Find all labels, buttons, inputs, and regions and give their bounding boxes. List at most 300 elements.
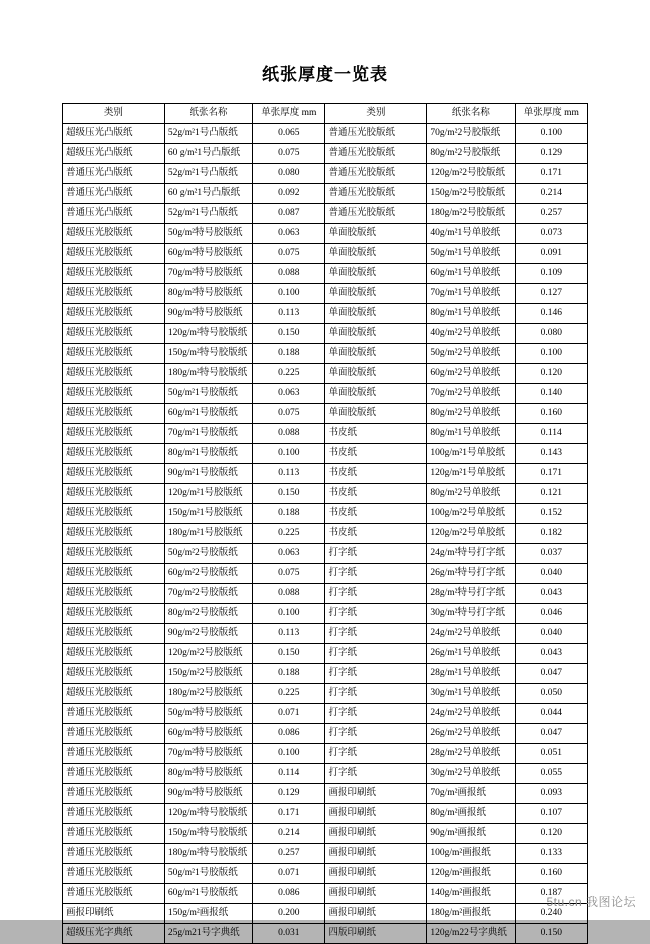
cell-name-left: 60g/m²2号胶版纸 bbox=[164, 564, 252, 584]
table-row bbox=[63, 844, 588, 864]
paper-thickness-table bbox=[62, 103, 588, 944]
cell-thickness-right: 0.073 bbox=[515, 224, 587, 244]
cell-thickness-left: 0.171 bbox=[253, 804, 325, 824]
cell-thickness-right: 0.140 bbox=[515, 384, 587, 404]
cell-thickness-left: 0.031 bbox=[253, 924, 325, 944]
cell-thickness-left: 0.088 bbox=[253, 264, 325, 284]
table-row bbox=[63, 124, 588, 144]
cell-category-left: 超级压光胶版纸 bbox=[63, 524, 165, 544]
cell-thickness-left: 0.065 bbox=[253, 124, 325, 144]
cell-name-left: 180g/m²特号胶版纸 bbox=[164, 364, 252, 384]
cell-category-left: 超级压光胶版纸 bbox=[63, 364, 165, 384]
cell-name-right: 140g/m²画报纸 bbox=[427, 884, 515, 904]
table-row bbox=[63, 684, 588, 704]
cell-thickness-left: 0.100 bbox=[253, 744, 325, 764]
cell-category-left: 超级压光胶版纸 bbox=[63, 664, 165, 684]
cell-category-left: 超级压光胶版纸 bbox=[63, 224, 165, 244]
cell-name-right: 80g/m²2号单胶纸 bbox=[427, 484, 515, 504]
cell-name-left: 50g/m²特号胶版纸 bbox=[164, 224, 252, 244]
table-row bbox=[63, 624, 588, 644]
cell-name-right: 50g/m²1号单胶纸 bbox=[427, 244, 515, 264]
cell-name-left: 150g/m²1号胶版纸 bbox=[164, 504, 252, 524]
cell-thickness-right: 0.120 bbox=[515, 824, 587, 844]
cell-category-right: 单面胶版纸 bbox=[325, 364, 427, 384]
cell-name-right: 30g/m²1号单胶纸 bbox=[427, 684, 515, 704]
cell-thickness-right: 0.133 bbox=[515, 844, 587, 864]
cell-name-left: 60g/m²特号胶版纸 bbox=[164, 244, 252, 264]
cell-name-right: 80g/m²1号单胶纸 bbox=[427, 424, 515, 444]
cell-category-right: 单面胶版纸 bbox=[325, 304, 427, 324]
cell-category-right: 画报印刷纸 bbox=[325, 904, 427, 924]
table-row bbox=[63, 444, 588, 464]
cell-name-right: 24g/m²特号打字纸 bbox=[427, 544, 515, 564]
cell-name-right: 70g/m²2号胶版纸 bbox=[427, 124, 515, 144]
cell-category-left: 超级压光胶版纸 bbox=[63, 384, 165, 404]
cell-name-left: 70g/m²特号胶版纸 bbox=[164, 264, 252, 284]
cell-name-left: 120g/m²特号胶版纸 bbox=[164, 804, 252, 824]
table-row bbox=[63, 604, 588, 624]
cell-category-right: 打字纸 bbox=[325, 564, 427, 584]
cell-name-right: 120g/m²1号单胶纸 bbox=[427, 464, 515, 484]
cell-category-left: 超级压光胶版纸 bbox=[63, 624, 165, 644]
cell-name-right: 24g/m²2号单胶纸 bbox=[427, 704, 515, 724]
cell-name-left: 60 g/m²1号凸版纸 bbox=[164, 184, 252, 204]
table-row bbox=[63, 864, 588, 884]
cell-thickness-left: 0.129 bbox=[253, 784, 325, 804]
cell-name-right: 40g/m²2号单胶纸 bbox=[427, 324, 515, 344]
cell-name-right: 28g/m²1号单胶纸 bbox=[427, 664, 515, 684]
table-row bbox=[63, 664, 588, 684]
cell-category-right: 单面胶版纸 bbox=[325, 264, 427, 284]
cell-name-right: 26g/m²1号单胶纸 bbox=[427, 644, 515, 664]
cell-thickness-right: 0.040 bbox=[515, 564, 587, 584]
cell-name-left: 120g/m²1号胶版纸 bbox=[164, 484, 252, 504]
cell-category-left: 超级压光凸版纸 bbox=[63, 124, 165, 144]
cell-name-left: 60g/m²1号胶版纸 bbox=[164, 884, 252, 904]
cell-category-left: 超级压光胶版纸 bbox=[63, 604, 165, 624]
table-row bbox=[63, 784, 588, 804]
cell-category-left: 普通压光胶版纸 bbox=[63, 744, 165, 764]
cell-thickness-left: 0.188 bbox=[253, 504, 325, 524]
cell-name-right: 70g/m²画报纸 bbox=[427, 784, 515, 804]
column-header-thickness-right: 单张厚度 mm bbox=[515, 104, 587, 124]
cell-name-right: 80g/m²画报纸 bbox=[427, 804, 515, 824]
cell-name-right: 100g/m²1号单胶纸 bbox=[427, 444, 515, 464]
cell-category-left: 超级压光胶版纸 bbox=[63, 284, 165, 304]
cell-name-left: 52g/m²1号凸版纸 bbox=[164, 204, 252, 224]
cell-category-right: 普通压光胶版纸 bbox=[325, 144, 427, 164]
cell-thickness-right: 0.055 bbox=[515, 764, 587, 784]
cell-name-left: 180g/m²特号胶版纸 bbox=[164, 844, 252, 864]
cell-name-right: 120g/m²2号胶版纸 bbox=[427, 164, 515, 184]
table-row bbox=[63, 924, 588, 944]
table-row bbox=[63, 544, 588, 564]
cell-category-right: 画报印刷纸 bbox=[325, 884, 427, 904]
cell-category-left: 超级压光胶版纸 bbox=[63, 644, 165, 664]
cell-category-left: 普通压光胶版纸 bbox=[63, 704, 165, 724]
cell-category-right: 打字纸 bbox=[325, 544, 427, 564]
cell-category-left: 普通压光胶版纸 bbox=[63, 844, 165, 864]
cell-thickness-right: 0.171 bbox=[515, 164, 587, 184]
cell-category-right: 打字纸 bbox=[325, 764, 427, 784]
cell-category-right: 画报印刷纸 bbox=[325, 824, 427, 844]
cell-name-left: 60g/m²特号胶版纸 bbox=[164, 724, 252, 744]
cell-thickness-right: 0.214 bbox=[515, 184, 587, 204]
cell-name-left: 120g/m²2号胶版纸 bbox=[164, 644, 252, 664]
cell-thickness-right: 0.257 bbox=[515, 204, 587, 224]
cell-category-left: 超级压光胶版纸 bbox=[63, 244, 165, 264]
cell-thickness-right: 0.121 bbox=[515, 484, 587, 504]
cell-thickness-left: 0.100 bbox=[253, 284, 325, 304]
cell-name-right: 80g/m²1号单胶纸 bbox=[427, 304, 515, 324]
cell-name-left: 70g/m²1号胶版纸 bbox=[164, 424, 252, 444]
cell-thickness-right: 0.143 bbox=[515, 444, 587, 464]
cell-thickness-right: 0.150 bbox=[515, 924, 587, 944]
cell-thickness-right: 0.091 bbox=[515, 244, 587, 264]
table-row bbox=[63, 884, 588, 904]
cell-name-left: 150g/m²画报纸 bbox=[164, 904, 252, 924]
table-row bbox=[63, 904, 588, 924]
cell-name-left: 52g/m²1号凸版纸 bbox=[164, 124, 252, 144]
table-row bbox=[63, 224, 588, 244]
cell-name-right: 30g/m²2号单胶纸 bbox=[427, 764, 515, 784]
cell-name-left: 90g/m²1号胶版纸 bbox=[164, 464, 252, 484]
cell-thickness-right: 0.152 bbox=[515, 504, 587, 524]
cell-thickness-left: 0.225 bbox=[253, 364, 325, 384]
table-row bbox=[63, 504, 588, 524]
cell-thickness-left: 0.071 bbox=[253, 704, 325, 724]
cell-thickness-right: 0.120 bbox=[515, 364, 587, 384]
cell-category-left: 普通压光胶版纸 bbox=[63, 824, 165, 844]
cell-name-left: 90g/m²2号胶版纸 bbox=[164, 624, 252, 644]
cell-thickness-left: 0.100 bbox=[253, 604, 325, 624]
cell-name-right: 26g/m²2号单胶纸 bbox=[427, 724, 515, 744]
cell-name-left: 60g/m²1号胶版纸 bbox=[164, 404, 252, 424]
cell-category-left: 画报印刷纸 bbox=[63, 904, 165, 924]
cell-category-left: 普通压光胶版纸 bbox=[63, 784, 165, 804]
cell-name-left: 90g/m²特号胶版纸 bbox=[164, 784, 252, 804]
cell-category-left: 普通压光凸版纸 bbox=[63, 164, 165, 184]
cell-thickness-left: 0.150 bbox=[253, 484, 325, 504]
cell-name-left: 80g/m²1号胶版纸 bbox=[164, 444, 252, 464]
cell-thickness-right: 0.051 bbox=[515, 744, 587, 764]
cell-category-right: 单面胶版纸 bbox=[325, 284, 427, 304]
cell-thickness-right: 0.107 bbox=[515, 804, 587, 824]
cell-thickness-right: 0.047 bbox=[515, 724, 587, 744]
table-row bbox=[63, 164, 588, 184]
cell-name-left: 180g/m²1号胶版纸 bbox=[164, 524, 252, 544]
cell-thickness-left: 0.063 bbox=[253, 544, 325, 564]
cell-thickness-left: 0.063 bbox=[253, 224, 325, 244]
cell-category-right: 单面胶版纸 bbox=[325, 224, 427, 244]
table-row bbox=[63, 384, 588, 404]
cell-thickness-left: 0.214 bbox=[253, 824, 325, 844]
cell-category-left: 超级压光胶版纸 bbox=[63, 564, 165, 584]
cell-category-right: 单面胶版纸 bbox=[325, 384, 427, 404]
cell-name-left: 25g/m21号字典纸 bbox=[164, 924, 252, 944]
cell-thickness-right: 0.160 bbox=[515, 404, 587, 424]
cell-name-right: 180g/m²画报纸 bbox=[427, 904, 515, 924]
cell-thickness-left: 0.075 bbox=[253, 244, 325, 264]
cell-name-left: 90g/m²特号胶版纸 bbox=[164, 304, 252, 324]
cell-thickness-right: 0.050 bbox=[515, 684, 587, 704]
cell-category-right: 单面胶版纸 bbox=[325, 344, 427, 364]
cell-thickness-left: 0.113 bbox=[253, 464, 325, 484]
cell-thickness-left: 0.113 bbox=[253, 304, 325, 324]
cell-thickness-right: 0.171 bbox=[515, 464, 587, 484]
cell-category-left: 普通压光胶版纸 bbox=[63, 804, 165, 824]
cell-thickness-right: 0.044 bbox=[515, 704, 587, 724]
cell-name-right: 100g/m²2号单胶纸 bbox=[427, 504, 515, 524]
cell-category-right: 打字纸 bbox=[325, 604, 427, 624]
cell-thickness-left: 0.088 bbox=[253, 584, 325, 604]
cell-name-right: 26g/m²特号打字纸 bbox=[427, 564, 515, 584]
cell-category-left: 普通压光凸版纸 bbox=[63, 184, 165, 204]
cell-category-right: 画报印刷纸 bbox=[325, 804, 427, 824]
cell-name-right: 150g/m²2号胶版纸 bbox=[427, 184, 515, 204]
cell-thickness-left: 0.088 bbox=[253, 424, 325, 444]
cell-thickness-left: 0.150 bbox=[253, 324, 325, 344]
column-header-name-left: 纸张名称 bbox=[164, 104, 252, 124]
cell-category-left: 超级压光胶版纸 bbox=[63, 544, 165, 564]
cell-thickness-right: 0.093 bbox=[515, 784, 587, 804]
cell-thickness-right: 0.127 bbox=[515, 284, 587, 304]
cell-thickness-right: 0.040 bbox=[515, 624, 587, 644]
cell-name-right: 70g/m²1号单胶纸 bbox=[427, 284, 515, 304]
cell-thickness-right: 0.037 bbox=[515, 544, 587, 564]
cell-name-left: 80g/m²特号胶版纸 bbox=[164, 764, 252, 784]
cell-name-left: 50g/m²1号胶版纸 bbox=[164, 864, 252, 884]
cell-category-left: 普通压光胶版纸 bbox=[63, 884, 165, 904]
cell-name-left: 150g/m²特号胶版纸 bbox=[164, 344, 252, 364]
table-row bbox=[63, 424, 588, 444]
table-row bbox=[63, 344, 588, 364]
cell-category-right: 书皮纸 bbox=[325, 464, 427, 484]
cell-category-left: 超级压光胶版纸 bbox=[63, 464, 165, 484]
table-row bbox=[63, 764, 588, 784]
cell-name-right: 60g/m²2号单胶纸 bbox=[427, 364, 515, 384]
cell-category-right: 普通压光胶版纸 bbox=[325, 184, 427, 204]
cell-name-left: 150g/m²特号胶版纸 bbox=[164, 824, 252, 844]
cell-thickness-right: 0.100 bbox=[515, 344, 587, 364]
cell-category-right: 打字纸 bbox=[325, 684, 427, 704]
cell-category-right: 书皮纸 bbox=[325, 524, 427, 544]
cell-thickness-left: 0.257 bbox=[253, 844, 325, 864]
cell-name-right: 70g/m²2号单胶纸 bbox=[427, 384, 515, 404]
cell-name-left: 50g/m²特号胶版纸 bbox=[164, 704, 252, 724]
cell-thickness-left: 0.188 bbox=[253, 664, 325, 684]
table-row bbox=[63, 584, 588, 604]
table-row bbox=[63, 744, 588, 764]
table-row bbox=[63, 704, 588, 724]
cell-category-left: 超级压光胶版纸 bbox=[63, 304, 165, 324]
page-title: 纸张厚度一览表 bbox=[262, 65, 388, 84]
cell-category-right: 打字纸 bbox=[325, 584, 427, 604]
cell-thickness-right: 0.240 bbox=[515, 904, 587, 924]
cell-category-left: 普通压光胶版纸 bbox=[63, 864, 165, 884]
table-header bbox=[63, 104, 588, 124]
cell-thickness-right: 0.046 bbox=[515, 604, 587, 624]
cell-name-right: 40g/m²1号单胶纸 bbox=[427, 224, 515, 244]
table-row bbox=[63, 484, 588, 504]
cell-thickness-left: 0.080 bbox=[253, 164, 325, 184]
cell-thickness-left: 0.150 bbox=[253, 644, 325, 664]
cell-thickness-left: 0.063 bbox=[253, 384, 325, 404]
cell-thickness-left: 0.225 bbox=[253, 684, 325, 704]
cell-category-left: 超级压光胶版纸 bbox=[63, 404, 165, 424]
cell-thickness-right: 0.182 bbox=[515, 524, 587, 544]
table-row bbox=[63, 404, 588, 424]
cell-name-left: 50g/m²1号胶版纸 bbox=[164, 384, 252, 404]
cell-category-left: 普通压光胶版纸 bbox=[63, 764, 165, 784]
cell-name-right: 50g/m²2号单胶纸 bbox=[427, 344, 515, 364]
cell-category-right: 打字纸 bbox=[325, 744, 427, 764]
cell-name-right: 120g/m²2号单胶纸 bbox=[427, 524, 515, 544]
cell-category-right: 书皮纸 bbox=[325, 424, 427, 444]
table-row bbox=[63, 364, 588, 384]
cell-thickness-left: 0.075 bbox=[253, 564, 325, 584]
table-row bbox=[63, 824, 588, 844]
cell-thickness-left: 0.100 bbox=[253, 444, 325, 464]
cell-thickness-right: 0.187 bbox=[515, 884, 587, 904]
table-row bbox=[63, 804, 588, 824]
cell-name-right: 100g/m²画报纸 bbox=[427, 844, 515, 864]
cell-thickness-left: 0.200 bbox=[253, 904, 325, 924]
cell-thickness-right: 0.080 bbox=[515, 324, 587, 344]
cell-category-left: 超级压光胶版纸 bbox=[63, 264, 165, 284]
table-row bbox=[63, 244, 588, 264]
table-body bbox=[63, 124, 588, 944]
cell-category-left: 超级压光胶版纸 bbox=[63, 444, 165, 464]
cell-thickness-left: 0.113 bbox=[253, 624, 325, 644]
cell-category-right: 书皮纸 bbox=[325, 444, 427, 464]
cell-category-right: 书皮纸 bbox=[325, 504, 427, 524]
cell-category-right: 打字纸 bbox=[325, 624, 427, 644]
cell-category-right: 画报印刷纸 bbox=[325, 784, 427, 804]
cell-category-right: 单面胶版纸 bbox=[325, 244, 427, 264]
cell-category-right: 单面胶版纸 bbox=[325, 404, 427, 424]
paper-thickness-table-container bbox=[0, 103, 650, 944]
table-row bbox=[63, 184, 588, 204]
cell-category-left: 超级压光胶版纸 bbox=[63, 504, 165, 524]
cell-thickness-right: 0.160 bbox=[515, 864, 587, 884]
cell-thickness-right: 0.100 bbox=[515, 124, 587, 144]
cell-category-right: 打字纸 bbox=[325, 724, 427, 744]
cell-name-right: 24g/m²2号单胶纸 bbox=[427, 624, 515, 644]
table-row bbox=[63, 284, 588, 304]
cell-thickness-left: 0.086 bbox=[253, 724, 325, 744]
cell-name-right: 180g/m²2号胶版纸 bbox=[427, 204, 515, 224]
cell-category-left: 超级压光胶版纸 bbox=[63, 324, 165, 344]
watermark: 5tu.cn 我图论坛 bbox=[546, 895, 636, 909]
cell-category-left: 普通压光凸版纸 bbox=[63, 204, 165, 224]
table-row bbox=[63, 644, 588, 664]
cell-name-right: 60g/m²1号单胶纸 bbox=[427, 264, 515, 284]
table-row bbox=[63, 464, 588, 484]
cell-category-right: 画报印刷纸 bbox=[325, 844, 427, 864]
cell-category-right: 普通压光胶版纸 bbox=[325, 164, 427, 184]
cell-category-right: 画报印刷纸 bbox=[325, 864, 427, 884]
cell-name-right: 80g/m²2号单胶纸 bbox=[427, 404, 515, 424]
cell-name-left: 180g/m²2号胶版纸 bbox=[164, 684, 252, 704]
cell-name-left: 70g/m²特号胶版纸 bbox=[164, 744, 252, 764]
cell-category-left: 超级压光胶版纸 bbox=[63, 424, 165, 444]
cell-name-left: 50g/m²2号胶版纸 bbox=[164, 544, 252, 564]
cell-category-left: 超级压光字典纸 bbox=[63, 924, 165, 944]
cell-category-left: 超级压光凸版纸 bbox=[63, 144, 165, 164]
cell-thickness-left: 0.087 bbox=[253, 204, 325, 224]
cell-thickness-right: 0.114 bbox=[515, 424, 587, 444]
cell-name-right: 28g/m²特号打字纸 bbox=[427, 584, 515, 604]
cell-thickness-right: 0.047 bbox=[515, 664, 587, 684]
table-row bbox=[63, 324, 588, 344]
table-row bbox=[63, 724, 588, 744]
cell-name-right: 80g/m²2号胶版纸 bbox=[427, 144, 515, 164]
cell-category-right: 打字纸 bbox=[325, 704, 427, 724]
table-row bbox=[63, 264, 588, 284]
column-header-category-left: 类别 bbox=[63, 104, 165, 124]
table-row bbox=[63, 524, 588, 544]
cell-thickness-left: 0.092 bbox=[253, 184, 325, 204]
cell-thickness-right: 0.043 bbox=[515, 584, 587, 604]
cell-category-right: 书皮纸 bbox=[325, 484, 427, 504]
cell-thickness-left: 0.114 bbox=[253, 764, 325, 784]
cell-name-left: 70g/m²2号胶版纸 bbox=[164, 584, 252, 604]
cell-name-left: 120g/m²特号胶版纸 bbox=[164, 324, 252, 344]
cell-name-left: 150g/m²2号胶版纸 bbox=[164, 664, 252, 684]
cell-category-left: 超级压光胶版纸 bbox=[63, 684, 165, 704]
cell-name-right: 28g/m²2号单胶纸 bbox=[427, 744, 515, 764]
table-row bbox=[63, 204, 588, 224]
cell-thickness-left: 0.188 bbox=[253, 344, 325, 364]
cell-thickness-right: 0.043 bbox=[515, 644, 587, 664]
cell-name-right: 120g/m²画报纸 bbox=[427, 864, 515, 884]
cell-category-right: 打字纸 bbox=[325, 664, 427, 684]
cell-name-left: 52g/m²1号凸版纸 bbox=[164, 164, 252, 184]
cell-category-right: 普通压光胶版纸 bbox=[325, 204, 427, 224]
cell-category-left: 普通压光胶版纸 bbox=[63, 724, 165, 744]
cell-name-right: 120g/m22号字典纸 bbox=[427, 924, 515, 944]
cell-name-right: 30g/m²特号打字纸 bbox=[427, 604, 515, 624]
column-header-category-right: 类别 bbox=[325, 104, 427, 124]
cell-category-right: 打字纸 bbox=[325, 644, 427, 664]
cell-category-right: 单面胶版纸 bbox=[325, 324, 427, 344]
cell-name-left: 80g/m²特号胶版纸 bbox=[164, 284, 252, 304]
cell-thickness-left: 0.225 bbox=[253, 524, 325, 544]
table-row bbox=[63, 564, 588, 584]
cell-thickness-left: 0.086 bbox=[253, 884, 325, 904]
cell-category-right: 四版印刷纸 bbox=[325, 924, 427, 944]
cell-name-right: 90g/m²画报纸 bbox=[427, 824, 515, 844]
cell-name-left: 60 g/m²1号凸版纸 bbox=[164, 144, 252, 164]
cell-thickness-left: 0.075 bbox=[253, 404, 325, 424]
cell-category-left: 超级压光胶版纸 bbox=[63, 584, 165, 604]
cell-category-left: 超级压光胶版纸 bbox=[63, 344, 165, 364]
cell-thickness-left: 0.075 bbox=[253, 144, 325, 164]
column-header-name-right: 纸张名称 bbox=[427, 104, 515, 124]
cell-thickness-right: 0.109 bbox=[515, 264, 587, 284]
cell-thickness-left: 0.071 bbox=[253, 864, 325, 884]
cell-thickness-right: 0.146 bbox=[515, 304, 587, 324]
cell-thickness-right: 0.129 bbox=[515, 144, 587, 164]
table-header-row bbox=[63, 104, 588, 124]
cell-category-left: 超级压光胶版纸 bbox=[63, 484, 165, 504]
table-row bbox=[63, 144, 588, 164]
column-header-thickness-left: 单张厚度 mm bbox=[253, 104, 325, 124]
cell-name-left: 80g/m²2号胶版纸 bbox=[164, 604, 252, 624]
table-row bbox=[63, 304, 588, 324]
cell-category-right: 普通压光胶版纸 bbox=[325, 124, 427, 144]
